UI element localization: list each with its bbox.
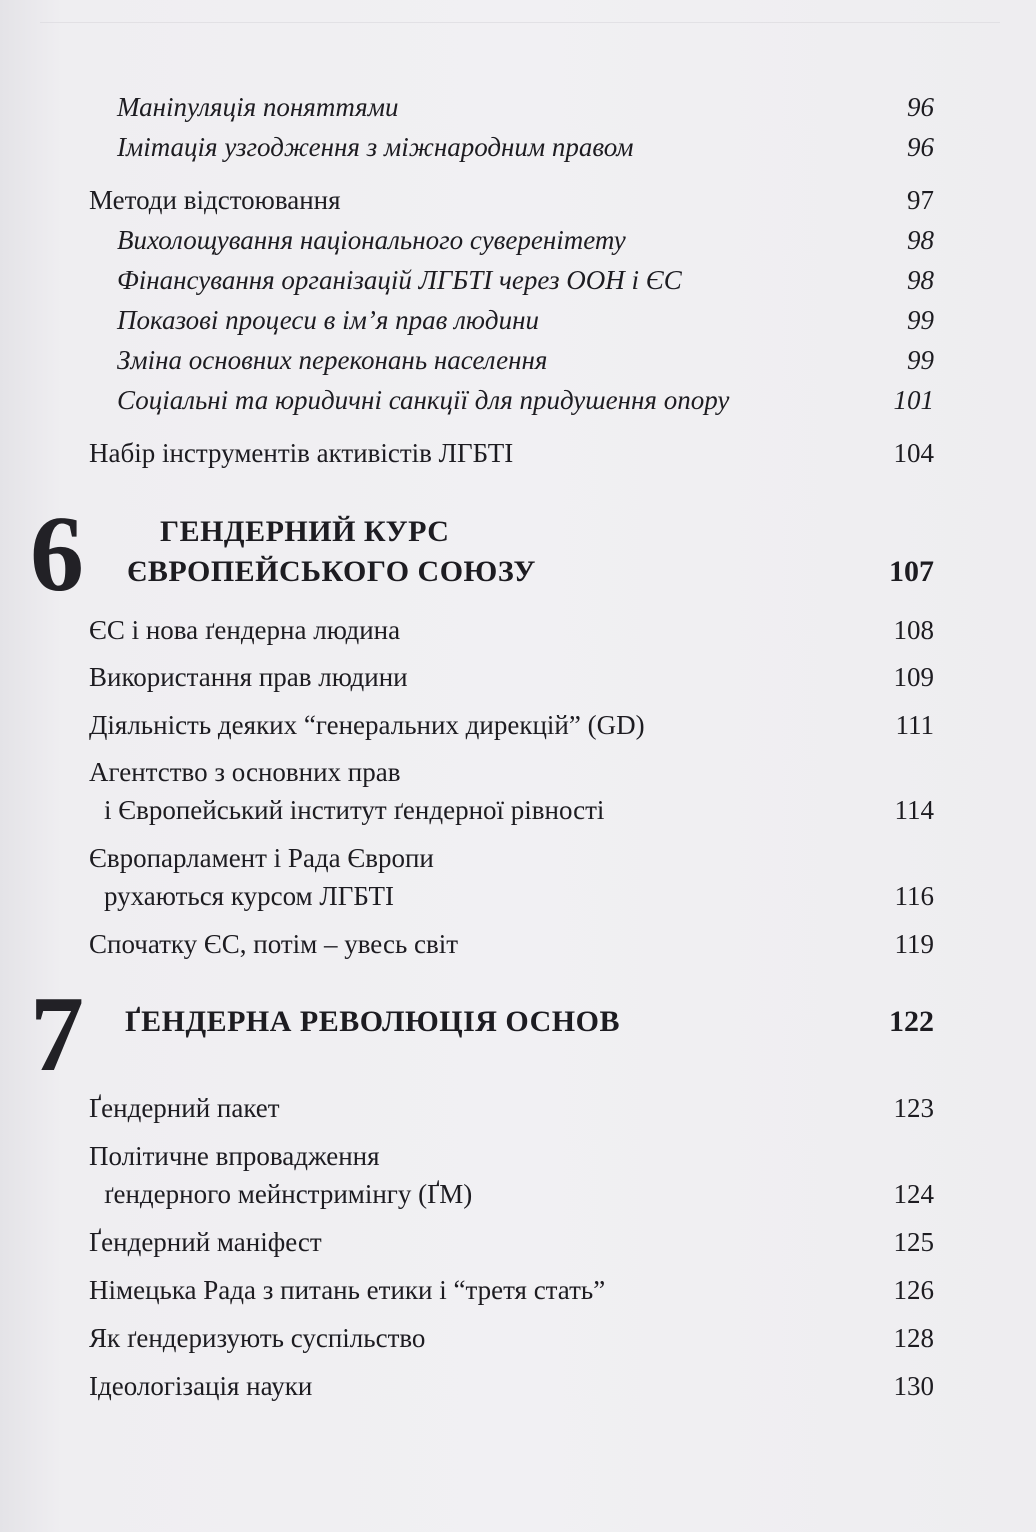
entry-page: 123 [893, 1093, 934, 1123]
entry-page: 99 [907, 345, 934, 375]
entry-title: Вихолощування національного суверенітету [117, 225, 626, 255]
chapter-page: 107 [889, 555, 934, 588]
entry-title: Методи відстоювання [89, 185, 341, 215]
entry-page: 130 [893, 1371, 934, 1401]
toc-entry [0, 657, 1036, 697]
toc-entry [0, 752, 1036, 792]
entry-title: Використання прав людини [89, 662, 408, 692]
toc-entry [0, 1088, 1036, 1128]
entry-title: Показові процеси в ім’я прав людини [117, 305, 539, 335]
entry-title: Ідеологізація науки [89, 1371, 313, 1401]
chapter-page: 122 [889, 1005, 934, 1038]
entry-page: 116 [894, 881, 934, 911]
entry-page: 128 [893, 1323, 934, 1353]
entry-page: 96 [907, 92, 934, 122]
entry-page: 111 [895, 710, 934, 740]
entry-page: 125 [893, 1227, 934, 1257]
entry-page: 124 [893, 1179, 934, 1209]
entry-title: Діяльність деяких “генеральних дирекцій” (GD) [89, 710, 645, 740]
entry-title: Європарламент і Рада Європи [89, 843, 434, 873]
entry-page: 98 [907, 225, 934, 255]
toc-entry [0, 220, 1036, 260]
chapter-title: ГЕНДЕРНИЙ КУРС [160, 515, 450, 548]
entry-title-cont: і Європейський інститут ґендерної рівності [104, 795, 605, 825]
entry-page: 108 [893, 615, 934, 645]
entry-title: Агентство з основних прав [89, 757, 401, 787]
toc-entry [0, 924, 1036, 964]
toc-entry [0, 790, 1036, 830]
chapter-title: ЄВРОПЕЙСЬКОГО СОЮЗУ [127, 555, 536, 588]
entry-title: Імітація узгодження з міжнародним правом [117, 132, 634, 162]
toc-entry [0, 876, 1036, 916]
entry-title: Фінансування організацій ЛГБТІ через ООН і ЄС [117, 265, 682, 295]
entry-page: 104 [893, 438, 934, 468]
entry-title: Соціальні та юридичні санкції для придушення опору [117, 385, 730, 415]
toc-entry [0, 1136, 1036, 1176]
entry-page: 114 [894, 795, 934, 825]
entry-title: Маніпуляція поняттями [117, 92, 399, 122]
toc-entry [0, 1366, 1036, 1406]
toc-entry [0, 87, 1036, 127]
entry-page: 96 [907, 132, 934, 162]
toc-entry [0, 340, 1036, 380]
toc-entry [0, 1222, 1036, 1262]
toc-entry [0, 838, 1036, 878]
entry-page: 109 [893, 662, 934, 692]
toc-entry [0, 260, 1036, 300]
entry-page: 126 [893, 1275, 934, 1305]
toc-entry [0, 433, 1036, 473]
toc-entry [0, 1318, 1036, 1358]
entry-title: Німецька Рада з питань етики і “третя стать” [89, 1275, 606, 1305]
entry-title: ЄС і нова ґендерна людина [89, 615, 401, 645]
chapter-title: ҐЕНДЕРНА РЕВОЛЮЦІЯ ОСНОВ [125, 1005, 620, 1038]
entry-page: 119 [894, 929, 934, 959]
entry-title: Як ґендеризують суспільство [89, 1323, 426, 1353]
entry-title: Ґендерний маніфест [89, 1227, 322, 1257]
entry-title-cont: рухаються курсом ЛГБТІ [104, 881, 394, 911]
toc-entry [0, 380, 1036, 420]
entry-page: 99 [907, 305, 934, 335]
entry-page: 97 [907, 185, 934, 215]
toc-entry [0, 705, 1036, 745]
entry-title: Зміна основних переконань населення [117, 345, 548, 375]
entry-title: Спочатку ЄС, потім – увесь світ [89, 929, 459, 959]
entry-title: Набір інструментів активістів ЛГБТІ [89, 438, 514, 468]
toc-entry [0, 127, 1036, 167]
chapter-number: 6 [30, 495, 84, 614]
toc-entry [0, 1174, 1036, 1214]
entry-page: 98 [907, 265, 934, 295]
entry-title: Ґендерний пакет [89, 1093, 280, 1123]
top-rule [40, 0, 1000, 23]
toc-entry [0, 180, 1036, 220]
entry-page: 101 [893, 385, 934, 415]
entry-title: Політичне впровадження [89, 1141, 380, 1171]
toc-entry [0, 610, 1036, 650]
chapter-number: 7 [30, 975, 84, 1094]
toc-entry [0, 300, 1036, 340]
entry-title-cont: ґендерного мейнстримінгу (ҐМ) [104, 1179, 473, 1209]
toc-entry [0, 1270, 1036, 1310]
